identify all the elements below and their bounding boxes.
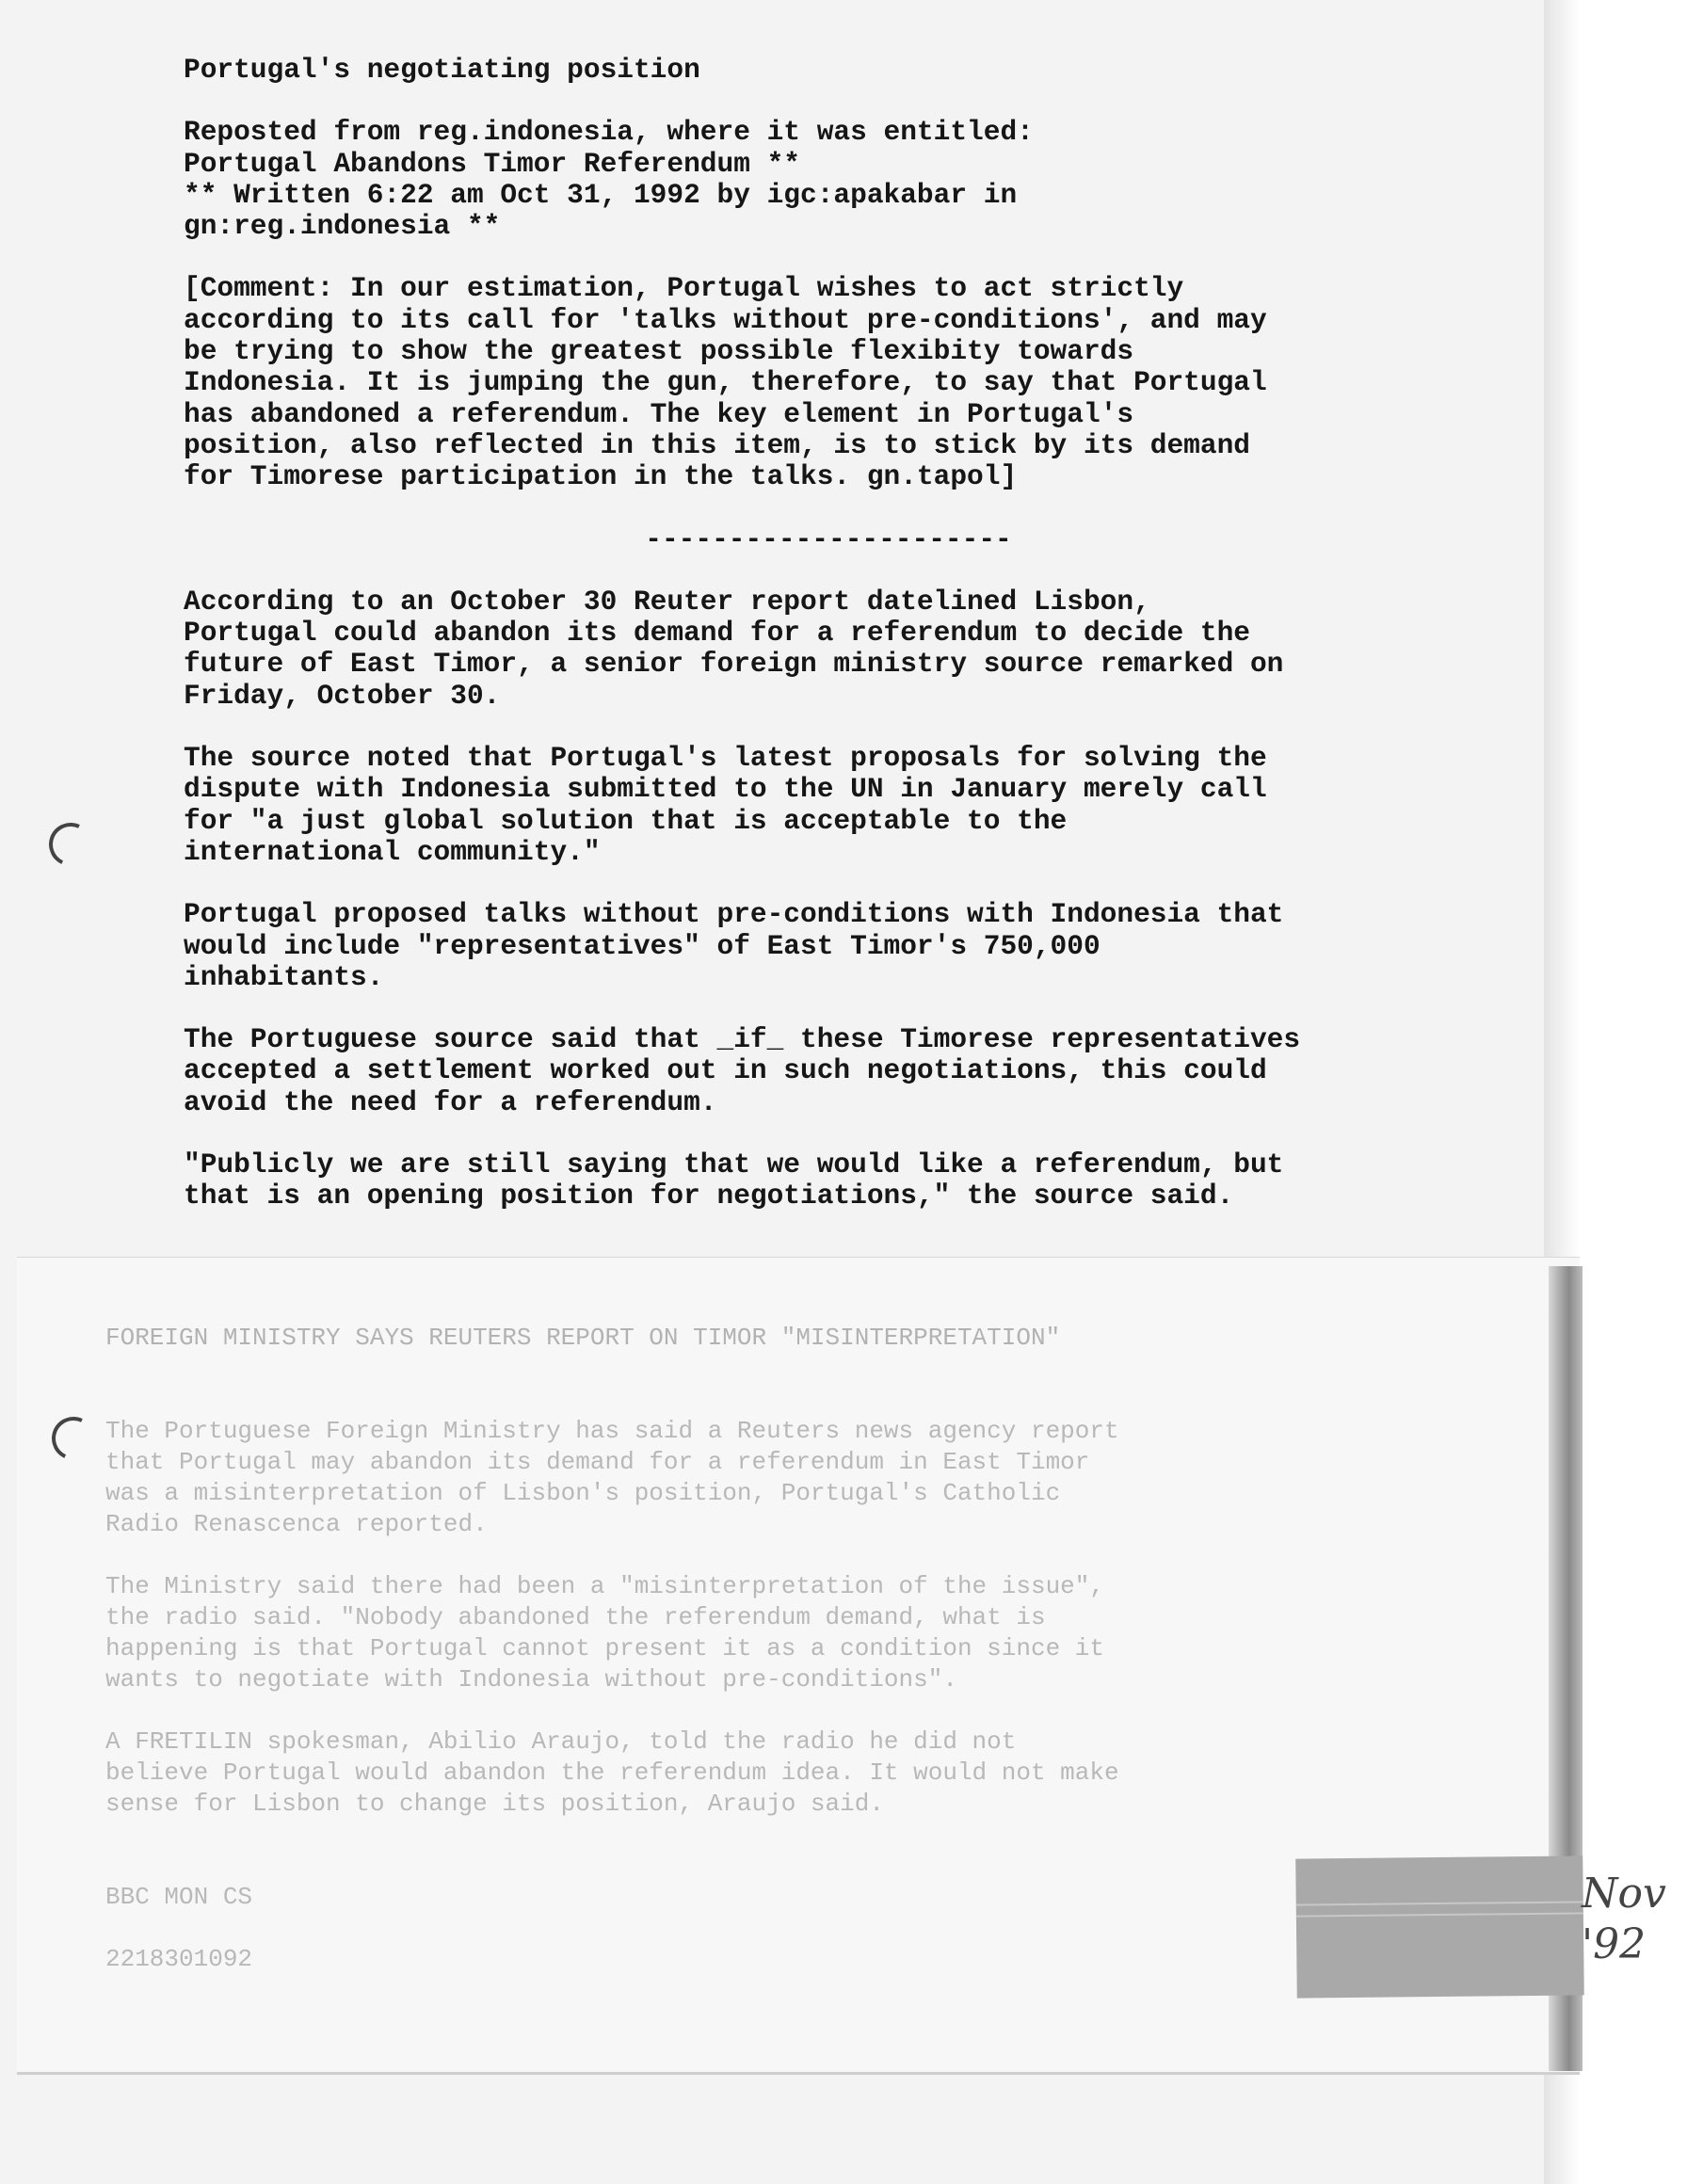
handwritten-date xyxy=(1582,1869,1685,1970)
clipping-source: BBC MON CS xyxy=(105,1883,253,1911)
bbc-clipping xyxy=(105,1323,1329,1975)
article-title: Portugal's negotiating position xyxy=(184,54,700,86)
paragraph-5: "Publicly we are still saying that we would like a referendum, but that is an opening position for negotiations," the source said. xyxy=(184,1148,1284,1212)
paragraph-2: The source noted that Portugal's latest proposals for solving the dispute with Indonesia submitted to the UN in January merely call for "a just global solution that is acceptable to the international community." xyxy=(184,742,1267,868)
clipping-paragraph-2: The Ministry said there had been a "misinterpretation of the issue", the radio said. "Nobody abandoned the referendum demand, what is happening is that Portugal cannot present it as a condition since it wants to negotiate with Indonesia without pre-conditions". xyxy=(105,1572,1104,1694)
paragraph-1: According to an October 30 Reuter report datelined Lisbon, Portugal could abandon its demand for a referendum to decide the future of East Timor, a senior foreign ministry source remarked on Friday, October 30. xyxy=(184,585,1284,712)
handwritten-year: '92 xyxy=(1582,1920,1647,1968)
clipping-paragraph-1: The Portuguese Foreign Ministry has said a Reuters news agency report that Portugal may abandon its demand for a referendum in East Timor was a misinterpretation of Lisbon's position, Portugal's Catholic Radio Renascenca reported. xyxy=(105,1417,1119,1538)
handwritten-month: Nov xyxy=(1582,1870,1666,1918)
clipping-headline: FOREIGN MINISTRY SAYS REUTERS REPORT ON TIMOR "MISINTERPRETATION" xyxy=(105,1324,1061,1352)
repost-note: Reposted from reg.indonesia, where it was entitled: Portugal Abandons Timor Referendum ** ** Written 6:22 am Oct 31, 1992 by igc:apakabar in gn:reg.indonesia ** xyxy=(184,116,1034,243)
article-main xyxy=(184,55,1436,1212)
clipping-code: 2218301092 xyxy=(105,1945,253,1973)
editor-comment: [Comment: In our estimation, Portugal wishes to act strictly according to its call for 'talks without pre-conditions', and may be trying to show the greatest possible flexibity towards Indonesia. It is jumping the gun, therefore, to say that Portugal has abandoned a referendum. The key element in Portugal's position, also reflected in this item, is to stick by its demand for Timorese participation in the talks. gn.tapol] xyxy=(184,272,1267,493)
clipping-paragraph-3: A FRETILIN spokesman, Abilio Araujo, told the radio he did not believe Portugal would abandon the referendum idea. It would not make sense for Lisbon to change its position, Araujo said. xyxy=(105,1727,1119,1818)
paragraph-4: The Portuguese source said that _if_ these Timorese representatives accepted a settlement worked out in such negotiations, this could avoid the need for a referendum. xyxy=(184,1023,1301,1118)
section-divider: ---------------------- xyxy=(645,522,1012,555)
paragraph-3: Portugal proposed talks without pre-conditions with Indonesia that would include "representatives" of East Timor's 750,000 inhabitants. xyxy=(184,898,1284,993)
grey-tape-tab xyxy=(1295,1855,1584,1998)
